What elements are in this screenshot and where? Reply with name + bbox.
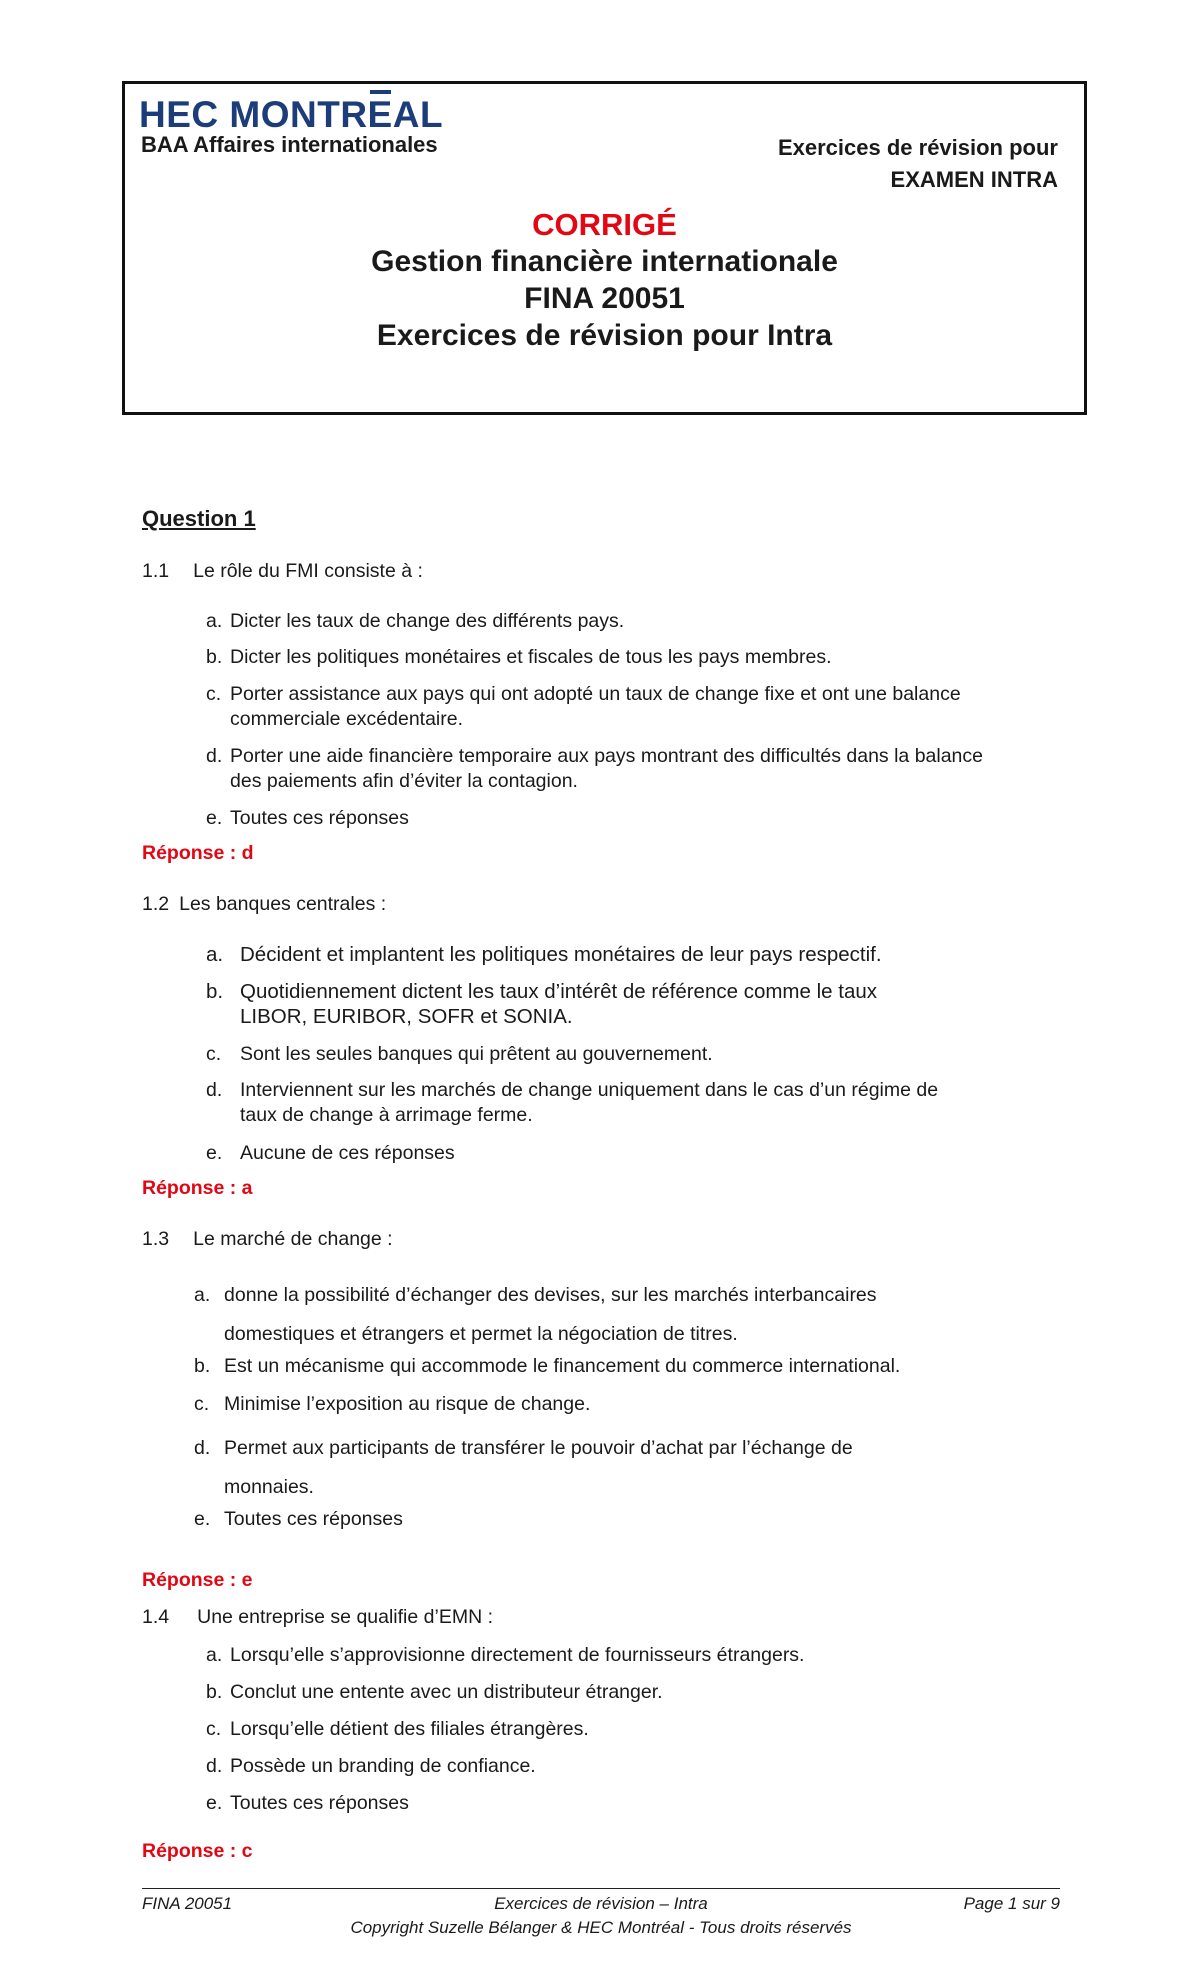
option-text: Sont les seules banques qui prêtent au gouvernement.: [240, 1043, 713, 1065]
option-text: Est un mécanisme qui accommode le financement du commerce international.: [224, 1355, 901, 1377]
question-text: Le rôle du FMI consiste à :: [193, 560, 423, 582]
option-letter: a.: [206, 943, 224, 966]
option-letter: d.: [206, 745, 223, 767]
option-text-line2: taux de change à arrimage ferme.: [240, 1104, 533, 1126]
option-1-2-c: [206, 1042, 713, 1067]
option-1-2-b: [206, 979, 877, 1029]
title-block: [125, 206, 1084, 354]
option-1-2-a: [206, 942, 882, 967]
option-text-line2: commerciale excédentaire.: [230, 708, 464, 730]
option-1-4-d: [206, 1754, 536, 1779]
option-1-4-a: [206, 1643, 804, 1668]
option-letter: d.: [206, 1079, 223, 1101]
option-text: Toutes ces réponses: [230, 1792, 409, 1814]
document-title: Exercices de révision pour Intra: [376, 319, 833, 352]
question-heading: Question 1: [142, 506, 256, 531]
option-text-line1: Interviennent sur les marchés de change uniquement dans le cas d’un régime de: [240, 1079, 939, 1101]
option-letter: e.: [206, 1142, 223, 1164]
option-1-4-c: [206, 1717, 589, 1742]
footer-course-code: FINA 20051: [142, 1894, 233, 1913]
option-text: Toutes ces réponses: [224, 1508, 403, 1530]
option-1-2-e: [206, 1141, 455, 1166]
option-text-line1: Quotidiennement dictent les taux d’intérêt de référence comme le taux: [240, 980, 877, 1003]
option-letter: e.: [206, 807, 223, 829]
option-letter: c.: [206, 1718, 222, 1740]
option-text-line2: des paiements afin d’éviter la contagion.: [230, 770, 578, 792]
footer-doc-title: Exercices de révision – Intra: [494, 1894, 708, 1913]
option-text: Dicter les taux de change des différents pays.: [230, 610, 625, 632]
option-letter: d.: [206, 1755, 223, 1777]
option-letter: c.: [206, 683, 222, 705]
option-text-line1: Permet aux participants de transférer le pouvoir d’achat par l’échange de: [224, 1437, 853, 1459]
header-box: [122, 81, 1087, 415]
option-1-1-b: [206, 645, 832, 670]
option-1-2-d: [206, 1078, 938, 1128]
option-1-3-d: [194, 1429, 853, 1507]
option-text: Décident et implantent les politiques monétaires de leur pays respectif.: [240, 943, 882, 966]
option-letter: a.: [206, 610, 223, 632]
option-letter: e.: [194, 1508, 211, 1530]
page-number: Page 1 sur 9: [963, 1894, 1060, 1913]
answer-1-3: Réponse : e: [142, 1569, 253, 1591]
option-letter: b.: [206, 646, 223, 668]
answer-1-1: Réponse : d: [142, 842, 254, 864]
option-1-1-e: [206, 806, 409, 831]
course-title: Gestion financière internationale: [371, 245, 838, 278]
option-text: Toutes ces réponses: [230, 807, 409, 829]
footer: [142, 1894, 1060, 1918]
question-number: 1.2: [142, 893, 170, 915]
option-text: Aucune de ces réponses: [240, 1142, 455, 1164]
corrige-label: CORRIGÉ: [532, 207, 677, 242]
option-letter: c.: [194, 1393, 210, 1415]
option-letter: b.: [206, 1681, 223, 1703]
question-text: Une entreprise se qualifie d’EMN :: [197, 1606, 493, 1628]
option-text: Possède un branding de confiance.: [230, 1755, 536, 1777]
option-text: Lorsqu’elle s’approvisionne directement de fournisseurs étrangers.: [230, 1644, 805, 1666]
option-letter: a.: [194, 1284, 211, 1306]
option-letter: b.: [194, 1355, 211, 1377]
option-letter: c.: [206, 1043, 222, 1065]
program-name: BAA Affaires internationales: [141, 132, 438, 157]
exam-label-line2: EXAMEN INTRA: [890, 167, 1058, 192]
option-text-line2: LIBOR, EURIBOR, SOFR et SONIA.: [240, 1005, 573, 1028]
option-letter: d.: [194, 1437, 211, 1459]
question-1-2-stem: [142, 893, 386, 916]
question-number: 1.3: [142, 1228, 170, 1250]
answer-1-2: Réponse : a: [142, 1177, 253, 1199]
exam-label-line1: Exercices de révision pour: [777, 135, 1058, 160]
question-1-4-stem: [142, 1606, 493, 1629]
option-1-3-c: [194, 1392, 590, 1417]
option-1-4-b: [206, 1680, 663, 1705]
option-letter: b.: [206, 980, 224, 1003]
course-code: FINA 20051: [524, 282, 685, 315]
exam-label: [778, 132, 1058, 196]
option-text: Lorsqu’elle détient des filiales étrangères.: [230, 1718, 589, 1740]
option-text-line2: monnaies.: [224, 1476, 314, 1498]
question-1-3-stem: [142, 1228, 393, 1251]
question-text: Le marché de change :: [193, 1228, 393, 1250]
footer-divider: [142, 1888, 1060, 1889]
hec-montreal-logo: HEC MONTR EAL: [139, 96, 443, 133]
option-1-1-c: [206, 682, 961, 732]
option-text: Dicter les politiques monétaires et fiscales de tous les pays membres.: [230, 646, 832, 668]
option-1-1-d: [206, 744, 983, 794]
option-1-3-a: [194, 1276, 877, 1354]
option-text: Conclut une entente avec un distributeur étranger.: [230, 1681, 663, 1703]
option-1-1-a: [206, 609, 624, 634]
answer-1-4: Réponse : c: [142, 1840, 253, 1862]
question-text: Les banques centrales :: [179, 893, 387, 915]
option-text-line1: Porter assistance aux pays qui ont adopté un taux de change fixe et ont une balance: [230, 683, 961, 705]
option-letter: e.: [206, 1792, 223, 1814]
option-text-line1: Porter une aide financière temporaire aux pays montrant des difficultés dans la balance: [230, 745, 983, 767]
option-1-4-e: [206, 1791, 409, 1816]
option-text-line2: domestiques et étrangers et permet la négociation de titres.: [224, 1323, 738, 1345]
option-1-3-b: [194, 1354, 900, 1379]
question-1-1-stem: [142, 560, 423, 583]
question-number: 1.1: [142, 560, 170, 582]
option-text-line1: donne la possibilité d’échanger des devises, sur les marchés interbancaires: [224, 1284, 877, 1306]
question-number: 1.4: [142, 1606, 170, 1628]
option-text: Minimise l’exposition au risque de change.: [224, 1393, 591, 1415]
option-letter: a.: [206, 1644, 223, 1666]
option-1-3-e: [194, 1507, 403, 1532]
copyright-notice: Copyright Suzelle Bélanger & HEC Montréal - Tous droits réservés: [350, 1918, 852, 1937]
